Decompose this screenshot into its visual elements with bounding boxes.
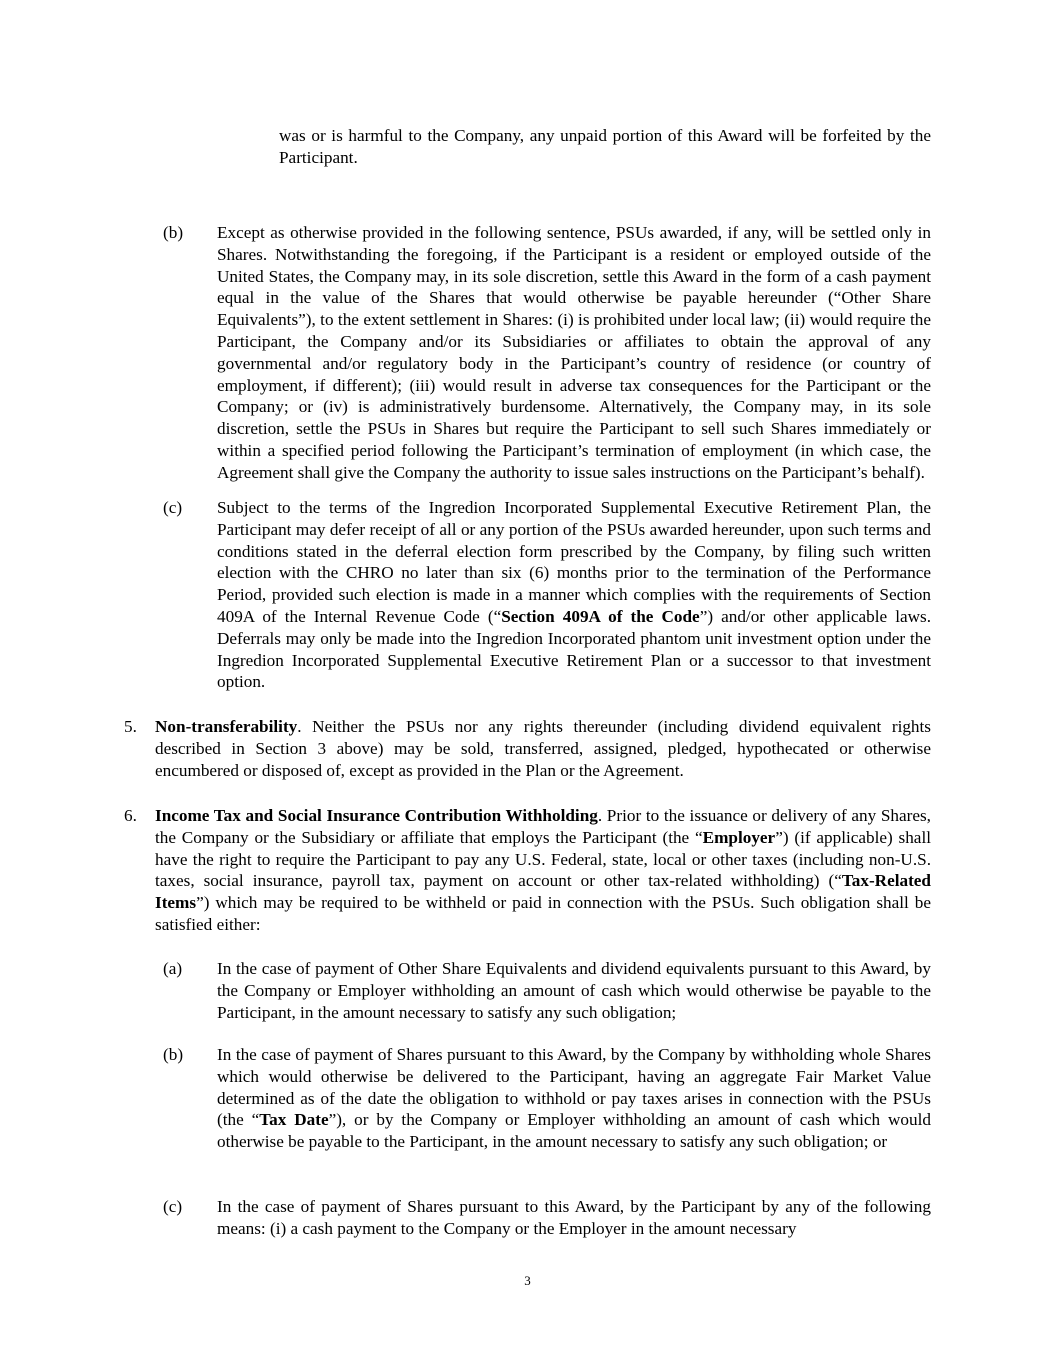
defined-term-tax-date: Tax Date: [259, 1110, 329, 1130]
clause-4b-text: Except as otherwise provided in the following sentence, PSUs awarded, if any, will be settled only in Shares. Notwithstanding the foregoing, if the Participant is a resident or employed outside of the United States, the Company may, in its sole discretion, settle this Award in the form of a cash payment equal in the value of the Shares that would otherwise be payable hereunder (“Other Share Equivalents”), to the extent settlement in Shares: (i) is prohibited under local law; (ii) would require the Participant, the Company and/or its Subsidiaries or affiliates to obtain the approval of any governmental and/or regulatory body in the Participant’s country of residence (or country of employment, if different); (iii) would result in adverse tax consequences for the Participant or the Company; or (iv) is administratively burdensome. Alternatively, the Company may, in its sole discretion, settle the PSUs in Shares but require the Participant to sell such Shares immediately or within a specified period following the Participant’s termination of employment (in which case, the Agreement shall give the Company the authority to issue sales instructions on the Participant’s behalf).: [217, 223, 931, 482]
clause-6c-text: In the case of payment of Shares pursuant to this Award, by the Participant by any of the following means: (i) a cash payment to the Company or the Employer in the amount necessary: [217, 1197, 931, 1238]
section-number-6: 6.: [124, 806, 137, 825]
clause-4c-text: [217, 497, 931, 693]
clause-6b-text: [217, 1044, 931, 1153]
section-5-text: [155, 716, 931, 781]
clause-6b-text-after: ”), or by the Company or Employer withholding an amount of cash which would otherwise be payable to the Participant, in the amount necessary to satisfy any such obligation; or: [217, 1110, 931, 1152]
page-number: 3: [524, 1273, 531, 1288]
defined-term-employer: Employer: [702, 827, 776, 847]
section-6-body-1: . Prior to the issuance or delivery of any Shares, the Company or the Subsidiary or affiliate that employs the Participant (the “: [155, 806, 931, 847]
section-6-heading: Income Tax and Social Insurance Contribution Withholding: [155, 806, 598, 825]
clause-6b-text-before: In the case of payment of Shares pursuant to this Award, by the Company by withholding whole Shares which would otherwise be delivered to the Participant, having an aggregate Fair Market Value determined as of the date the obligation to withhold or pay taxes arises in connection with the PSUs (the “: [217, 1045, 931, 1130]
clause-marker-4c: (c): [163, 498, 183, 517]
clause-6a-text: In the case of payment of Other Share Equivalents and dividend equivalents pursuant to this Award, by the Company or Employer withholding an amount of cash which would otherwise be payable to the Participant, in the amount necessary to satisfy any such obligation;: [217, 959, 931, 1022]
section-5-body: . Neither the PSUs nor any rights thereunder (including dividend equivalent rights described in Section 3 above) may be sold, transferred, assigned, pledged, hypothecated or otherwise encumbered or disposed of, except as provided in the Plan or the Agreement.: [155, 717, 931, 780]
section-number-5: 5.: [124, 717, 137, 736]
clause-marker-6a: (a): [163, 959, 183, 978]
section-6-body-2: ”) (if applicable) shall have the right to require the Participant to pay any U.S. Federal, state, local or other taxes (including non-U.S. taxes, social insurance, payroll tax, payment on account or other tax-related withholding) (“: [155, 827, 931, 891]
clause-marker-6b: (b): [163, 1045, 184, 1064]
defined-term-section-409a: Section 409A of the Code: [501, 606, 700, 626]
defined-term-tax-related-items: Tax-Related Items: [155, 871, 931, 913]
clause-marker-4b: (b): [163, 223, 184, 242]
continuation-paragraph: was or is harmful to the Company, any unpaid portion of this Award will be forfeited by the Participant.: [279, 126, 931, 167]
section-5-heading: Non-transferability: [155, 717, 298, 736]
section-6-text: [155, 805, 931, 936]
clause-marker-6c: (c): [163, 1197, 183, 1216]
clause-4c-text-before: Subject to the terms of the Ingredion Incorporated Supplemental Executive Retirement Plan, the Participant may defer receipt of all or any portion of the PSUs awarded hereunder, upon such terms and conditions stated in the deferral election form prescribed by the Company, by filing such written election with the CHRO no later than six (6) months prior to the termination of the Performance Period, provided such election is made in a manner which complies with the requirements of Section 409A of the Internal Revenue Code (“: [217, 498, 931, 626]
clause-4c-text-after: ”) and/or other applicable laws. Deferrals may only be made into the Ingredion Incorporated phantom unit investment option under the Ingredion Incorporated Supplemental Executive Retirement Plan or a successor to that investment option.: [217, 606, 931, 692]
section-6-body-3: ”) which may be required to be withheld or paid in connection with the PSUs. Such obligation shall be satisfied either:: [155, 893, 931, 934]
